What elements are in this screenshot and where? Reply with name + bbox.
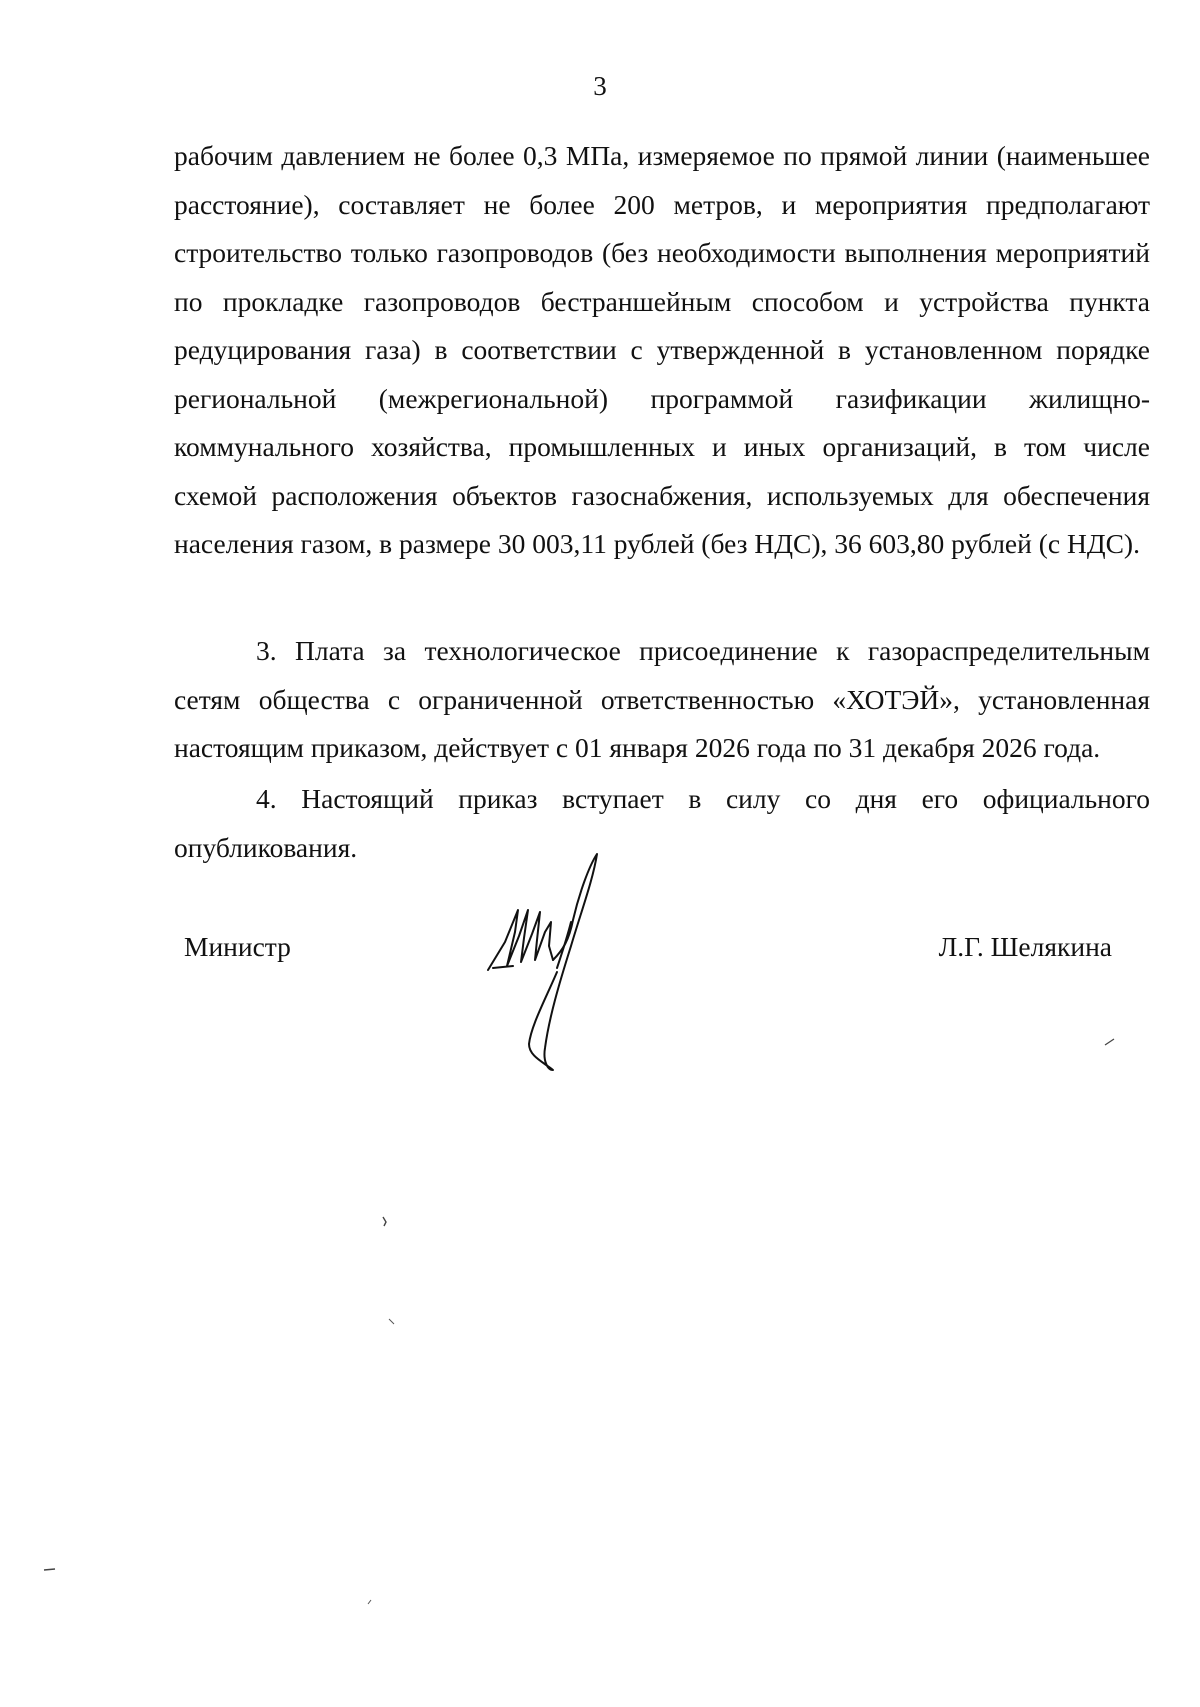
page-number: 3 xyxy=(593,71,607,101)
paragraph-continuation: рабочим давлением не более 0,3 МПа, измеряемое по прямой линии (наименьшее расстояние), составляет не более 200 метров, и мероприятия предполагают строительство только газопроводов (без необходимости выполнения мероприятий по прокладке газопроводов бестраншейным способом и устройства пункта редуцирования газа) в соответствии с утвержденной в установленном порядке региональной (межрегиональной) программой газификации жилищно-коммунального хозяйства, промышленных и иных организаций, в том числе схемой расположения объектов газоснабжения, используемых для обеспечения населения газом, в размере 30 003,11 рублей (без НДС), 36 603,80 рублей (с НДС). xyxy=(174,140,1150,559)
scan-mark xyxy=(366,1598,374,1606)
handwritten-signature xyxy=(485,850,645,1080)
signatory-name: Л.Г. Шелякина xyxy=(938,931,1112,962)
scan-mark xyxy=(381,1216,389,1228)
scan-mark xyxy=(388,1318,396,1326)
paragraph-item-3: 3. Плата за технологическое присоединение к газораспределительным сетям общества с ограниченной ответственностью «ХОТЭЙ», установленная настоящим приказом, действует с 01 января 2026 года по 31 декабря 2026 года. xyxy=(174,635,1150,763)
signatory-title: Министр xyxy=(184,931,291,962)
paragraph-item-4: 4. Настоящий приказ вступает в силу со дня его официального опубликования. xyxy=(174,783,1150,863)
scan-mark xyxy=(1104,1038,1116,1046)
scan-mark xyxy=(43,1566,57,1572)
